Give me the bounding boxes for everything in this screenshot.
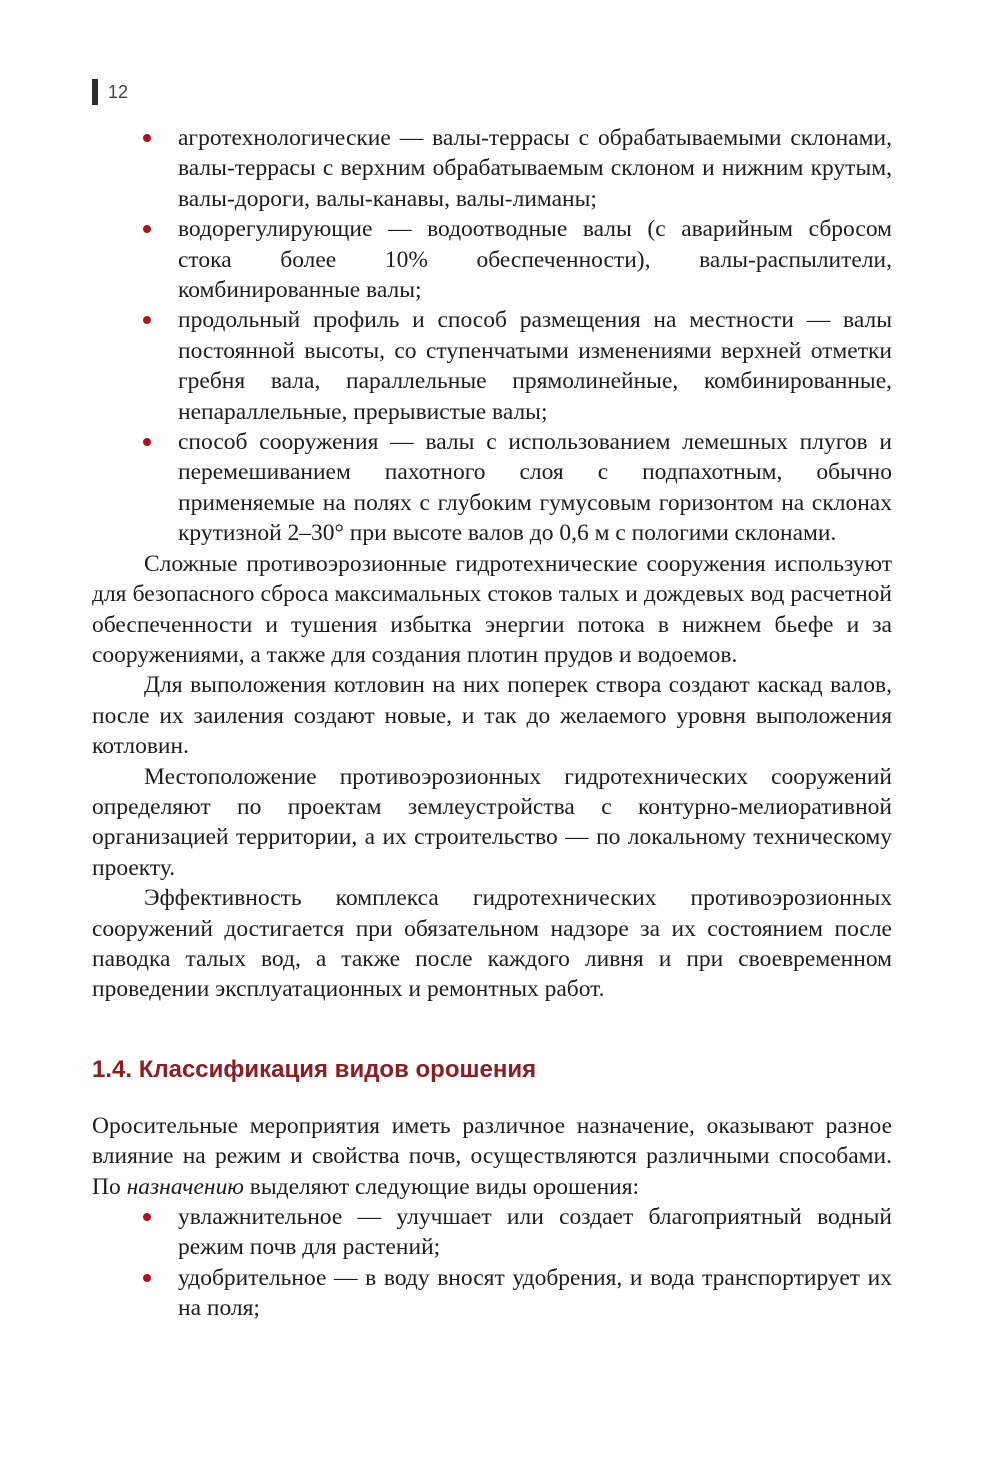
bullet-icon — [143, 438, 151, 446]
paragraph: Местоположение противоэрозионных гидротехнических сооружений определяют по проектам землеустройства с контурно-мелиоративной организацией территории, а их строительство — по локальному техническому проекту. — [92, 763, 892, 881]
list-item: удобрительное — в воду вносят удобрения, и вода транспортирует их на поля; — [92, 1263, 892, 1324]
intro-paragraph: Оросительные мероприятия иметь различное назначение, оказывают разное влияние на режим и свойства почв, осуществляются различными способами. По назначению выделяют следующие виды орошения: — [92, 1112, 892, 1200]
bullet-list-top — [92, 123, 892, 549]
list-item: продольный профиль и способ размещения на местности — валы постоянной высоты, со ступенчатыми изменениями верхней отметки гребня вала, параллельные прямолинейные, комбинированные, непараллельные, прерывистые валы; — [92, 305, 892, 427]
paragraph: Эффективность комплекса гидротехнических противоэрозионных сооружений достигается при обязательном надзоре за их состоянием после паводка талых вод, а также после каждого ливня и при своевременном проведении эксплуатационных и ремонтных работ. — [92, 885, 892, 1003]
page-number: 12 — [108, 81, 129, 102]
bullet-icon — [143, 134, 151, 142]
bullet-list-bottom — [92, 1202, 892, 1324]
bullet-icon — [143, 1213, 151, 1221]
page-number-bar — [92, 79, 98, 105]
section-heading: 1.4. Классификация видов орошения — [92, 1055, 537, 1083]
page-header — [92, 79, 128, 105]
paragraph: Сложные противоэрозионные гидротехнические сооружения используют для безопасного сброса максимальных стоков талых и дождевых вод расчетной обеспеченности и тушения избытка энергии потока в нижнем бьефе и за сооружениями, а также для создания плотин прудов и водоемов. — [92, 550, 892, 668]
paragraph: Для выположения котловин на них поперек створа создают каскад валов, после их заиления создают новые, и так до желаемого уровня выположения котловин. — [92, 672, 892, 760]
page-body — [92, 123, 892, 1324]
bullet-icon — [143, 316, 151, 324]
bullet-icon — [143, 1274, 151, 1282]
list-item: водорегулирующие — водоотводные валы (с аварийным сбросом стока более 10% обеспеченности), валы-распылители, комбинированные валы; — [92, 214, 892, 305]
list-item: агротехнологические — валы-террасы с обрабатываемыми склонами, валы-террасы с верхним обрабатываемым склоном и нижним крутым, валы-дороги, валы-канавы, валы-лиманы; — [92, 123, 892, 214]
bullet-icon — [143, 225, 151, 233]
list-item: увлажнительное — улучшает или создает благоприятный водный режим почв для растений; — [92, 1202, 892, 1263]
list-item: способ сооружения — валы с использованием лемешных плугов и перемешиванием пахотного слоя с подпахотным, обычно применяемые на полях с глубоким гумусовым горизонтом на склонах крутизной 2–30° при высоте валов до 0,6 м с пологими склонами. — [92, 427, 892, 549]
emphasis: назначению — [126, 1173, 244, 1200]
